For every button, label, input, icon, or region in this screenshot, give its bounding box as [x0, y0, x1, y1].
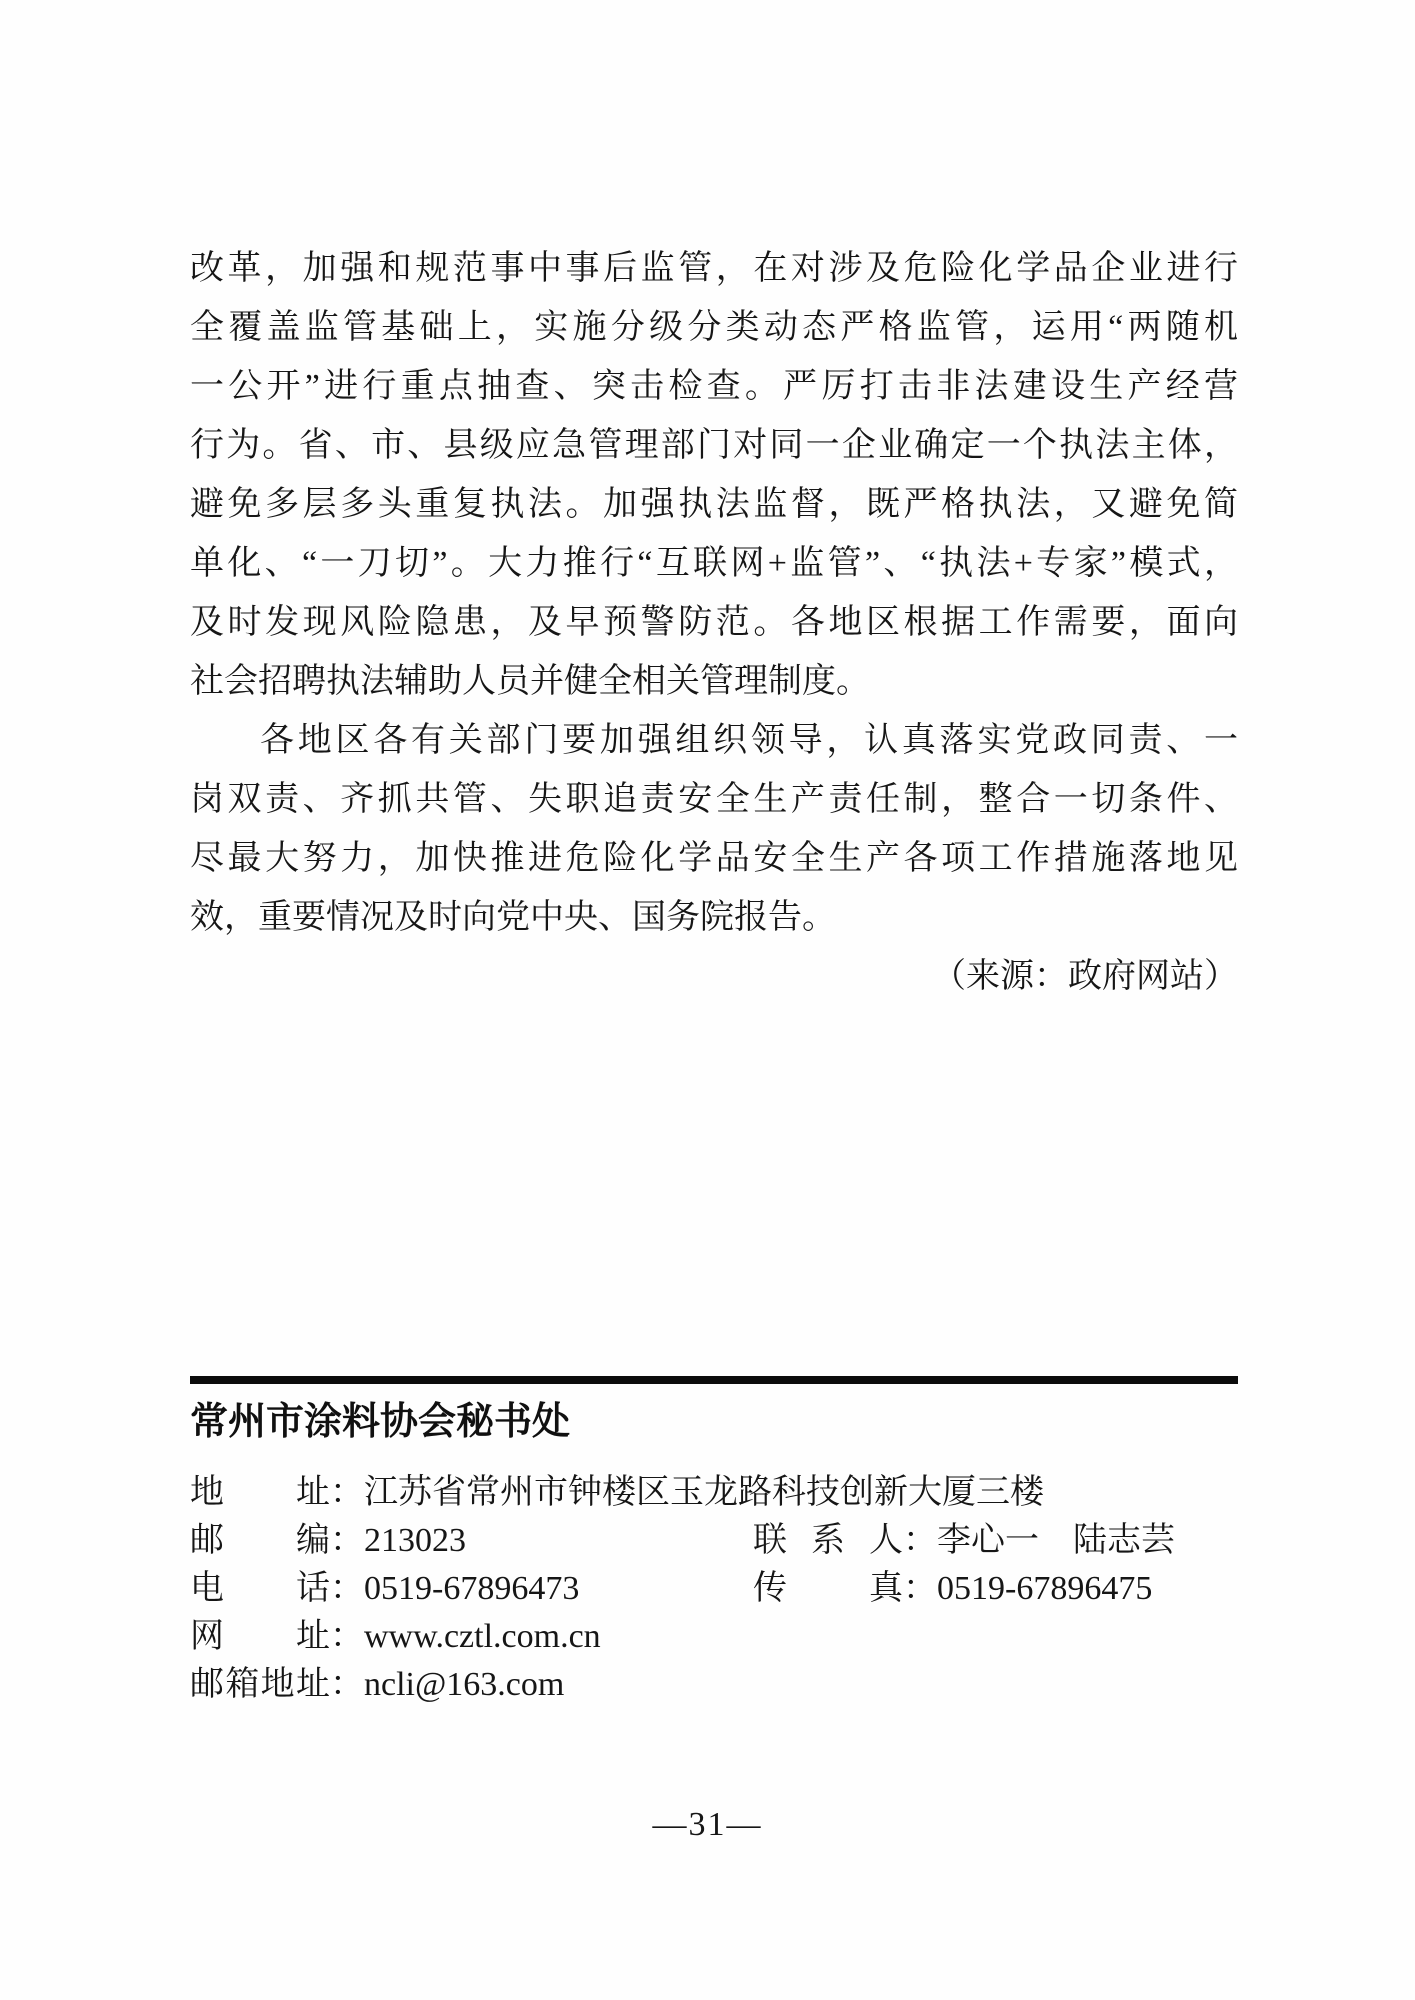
contact-row-fax — [753, 1565, 1152, 1613]
body-line: 行为。省、市、县级应急管理部门对同一企业确定一个执法主体， — [190, 427, 1238, 464]
contact-value: www.cztl.com.cn — [364, 1618, 601, 1655]
body-line: 社会招聘执法辅助人员并健全相关管理制度。 — [190, 663, 870, 700]
contact-colon: ： — [330, 1474, 364, 1511]
source-attribution: （来源：政府网站） — [932, 958, 1238, 995]
body-line: 尽最大努力，加快推进危险化学品安全生产各项工作措施落地见 — [190, 840, 1238, 877]
contact-row-email — [190, 1661, 1238, 1709]
contact-block — [190, 1469, 1238, 1709]
footer-divider-rule — [190, 1376, 1238, 1384]
contact-label: 传真 — [753, 1570, 903, 1607]
contact-colon: ： — [330, 1666, 364, 1703]
footer-heading: 常州市涂料协会秘书处 — [190, 1401, 571, 1443]
contact-colon: ： — [903, 1522, 937, 1559]
contact-label: 邮编 — [190, 1522, 330, 1559]
contact-row-contacts — [753, 1517, 1175, 1565]
contact-colon: ： — [330, 1618, 364, 1655]
contact-row-zipcode — [190, 1517, 1238, 1565]
contact-row-website — [190, 1613, 1238, 1661]
contact-value: 江苏省常州市钟楼区玉龙路科技创新大厦三楼 — [364, 1474, 1044, 1511]
body-line: 及时发现风险隐患，及早预警防范。各地区根据工作需要，面向 — [190, 604, 1238, 641]
body-line: 岗双责、齐抓共管、失职追责安全生产责任制，整合一切条件、 — [190, 781, 1238, 818]
contact-row-address — [190, 1469, 1238, 1517]
contact-label: 邮箱地址 — [190, 1666, 330, 1703]
contact-colon: ： — [903, 1570, 937, 1607]
contact-row-phone — [190, 1565, 1238, 1613]
contact-label: 地址 — [190, 1474, 330, 1511]
body-line: 避免多层多头重复执法。加强执法监督，既严格执法，又避免简 — [190, 486, 1238, 523]
contact-label: 联系人 — [753, 1522, 903, 1559]
body-line: 效，重要情况及时向党中央、国务院报告。 — [190, 899, 836, 936]
body-line: 一公开”进行重点抽查、突击检查。严厉打击非法建设生产经营 — [190, 368, 1238, 405]
page-number: —31— — [652, 1806, 763, 1843]
contact-value: 0519-67896473 — [364, 1570, 580, 1607]
body-line: 全覆盖监管基础上，实施分级分类动态严格监管，运用“两随机 — [190, 309, 1238, 346]
contact-value: 213023 — [364, 1522, 466, 1559]
body-line-paragraph-start: 各地区各有关部门要加强组织领导，认真落实党政同责、一 — [260, 722, 1238, 759]
contact-colon: ： — [330, 1570, 364, 1607]
contact-value: 0519-67896475 — [937, 1570, 1153, 1607]
contact-label: 网址 — [190, 1618, 330, 1655]
contact-label: 电话 — [190, 1570, 330, 1607]
contact-value: 李心一 陆志芸 — [937, 1522, 1175, 1559]
contact-value: ncli@163.com — [364, 1666, 565, 1703]
body-line: 改革，加强和规范事中事后监管，在对涉及危险化学品企业进行 — [190, 250, 1238, 287]
body-line: 单化、“一刀切”。大力推行“互联网+监管”、“执法+专家”模式， — [190, 545, 1238, 582]
body-text-block — [190, 239, 1238, 1006]
contact-colon: ： — [330, 1522, 364, 1559]
